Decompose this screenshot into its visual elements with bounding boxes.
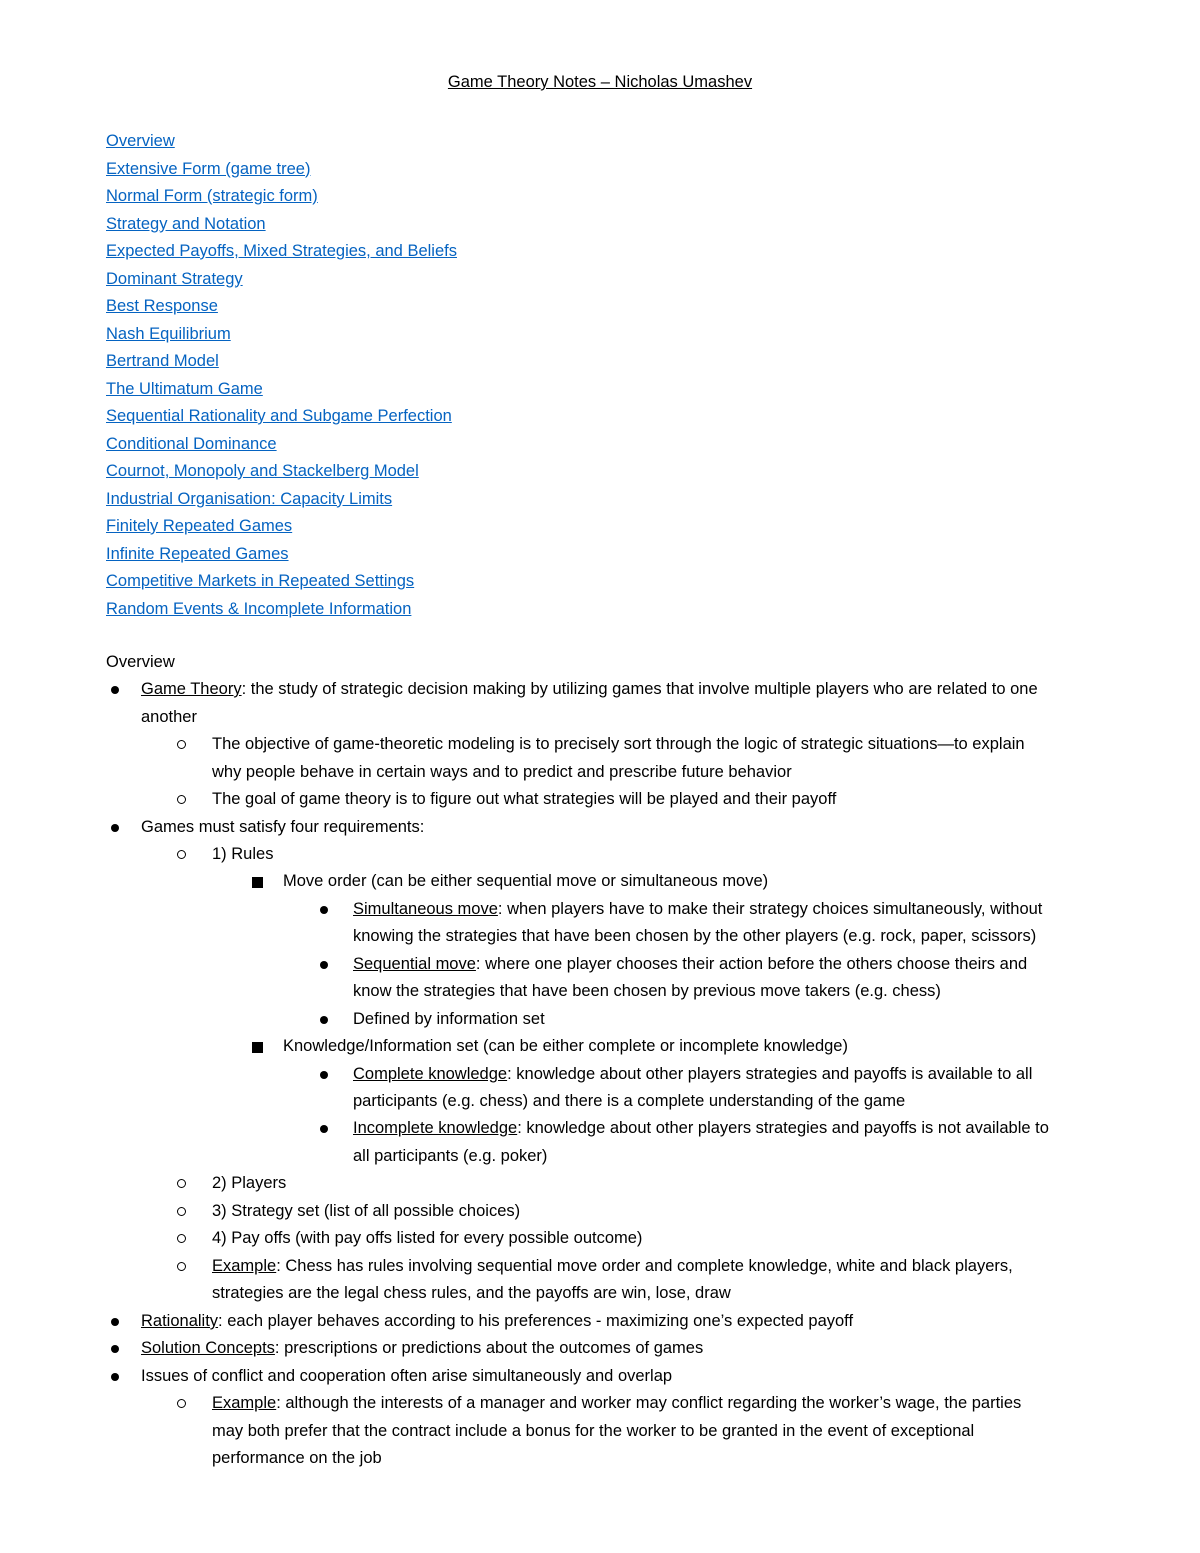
term-simultaneous-move: Simultaneous move bbox=[353, 900, 498, 918]
list-item-continuation: another bbox=[141, 708, 197, 726]
list-item bbox=[353, 896, 1153, 924]
bullet-dot-icon bbox=[320, 906, 328, 914]
toc-link-nash-equilibrium[interactable]: Nash Equilibrium bbox=[106, 324, 231, 343]
definition-text: : although the interests of a manager and worker may conflict regarding the worker’s wage, the parties bbox=[276, 1394, 1022, 1412]
list-item: Games must satisfy four requirements: bbox=[141, 818, 425, 836]
list-item-continuation: participants (e.g. chess) and there is a complete understanding of the game bbox=[353, 1092, 906, 1110]
toc-link-infinite-repeated[interactable]: Infinite Repeated Games bbox=[106, 544, 289, 563]
toc-item bbox=[106, 431, 457, 459]
list-item: 1) Rules bbox=[212, 845, 274, 863]
definition-text: : prescriptions or predictions about the outcomes of games bbox=[274, 1339, 704, 1357]
list-item: Knowledge/Information set (can be either complete or incomplete knowledge) bbox=[283, 1037, 848, 1055]
toc-link-ultimatum-game[interactable]: The Ultimatum Game bbox=[106, 379, 263, 398]
list-item-continuation: may both prefer that the contract include a bonus for the worker to be granted in the event of exceptional bbox=[212, 1422, 975, 1440]
bullet-dot-icon bbox=[320, 961, 328, 969]
definition-text: : where one player chooses their action before the others choose theirs and bbox=[475, 955, 1028, 973]
toc-link-competitive-markets[interactable]: Competitive Markets in Repeated Settings bbox=[106, 572, 415, 590]
toc-item bbox=[106, 541, 457, 569]
toc-item bbox=[106, 211, 457, 239]
bullet-dot-icon bbox=[111, 1373, 119, 1381]
toc-item bbox=[106, 568, 457, 596]
bullet-circle-icon bbox=[177, 1179, 186, 1188]
list-item bbox=[212, 1253, 1132, 1281]
toc-item bbox=[106, 293, 457, 321]
toc-link-industrial-organisation[interactable]: Industrial Organisation: Capacity Limits bbox=[106, 489, 393, 508]
section-heading-overview: Overview bbox=[106, 653, 175, 671]
list-item: The objective of game-theoretic modeling is to precisely sort through the logic of strategic situations—to explain bbox=[212, 735, 1025, 753]
list-item: Defined by information set bbox=[353, 1010, 545, 1028]
term-example: Example bbox=[212, 1394, 277, 1412]
toc-item bbox=[106, 486, 457, 514]
list-item-continuation: why people behave in certain ways and to predict and prescribe future behavior bbox=[212, 763, 792, 781]
bullet-dot-icon bbox=[111, 1318, 119, 1326]
list-item-continuation: all participants (e.g. poker) bbox=[353, 1147, 548, 1165]
bullet-dot-icon bbox=[111, 686, 119, 694]
bullet-dot-icon bbox=[111, 824, 119, 832]
toc-item bbox=[106, 321, 457, 349]
definition-text: : knowledge about other players strategies and payoffs is not available to bbox=[517, 1119, 1049, 1137]
bullet-dot-icon bbox=[320, 1016, 328, 1024]
definition-text: : when players have to make their strategy choices simultaneously, without bbox=[497, 900, 1043, 918]
bullet-circle-icon bbox=[177, 1399, 186, 1408]
toc-link-strategy-notation[interactable]: Strategy and Notation bbox=[106, 214, 266, 233]
term-solution-concepts: Solution Concepts bbox=[141, 1339, 275, 1357]
bullet-square-icon bbox=[252, 1042, 263, 1053]
list-item-continuation: knowing the strategies that have been chosen by the other players (e.g. rock, paper, scissors) bbox=[353, 927, 1037, 945]
bullet-dot-icon bbox=[320, 1125, 328, 1133]
list-item-continuation: know the strategies that have been chosen by previous move takers (e.g. chess) bbox=[353, 982, 941, 1000]
toc-link-conditional-dominance[interactable]: Conditional Dominance bbox=[106, 434, 277, 453]
list-item: 3) Strategy set (list of all possible choices) bbox=[212, 1202, 521, 1220]
toc-item bbox=[106, 348, 457, 376]
toc-item bbox=[106, 238, 457, 266]
table-of-contents bbox=[106, 128, 457, 623]
term-example: Example bbox=[212, 1257, 277, 1275]
toc-link-dominant-strategy[interactable]: Dominant Strategy bbox=[106, 269, 243, 288]
term-incomplete-knowledge: Incomplete knowledge bbox=[353, 1119, 518, 1137]
toc-item bbox=[106, 183, 457, 211]
term-sequential-move: Sequential move bbox=[353, 955, 476, 973]
toc-link-sequential-rationality[interactable]: Sequential Rationality and Subgame Perfection bbox=[106, 407, 452, 425]
bullet-circle-icon bbox=[177, 1207, 186, 1216]
list-item bbox=[353, 1061, 1153, 1089]
list-item bbox=[141, 1308, 1141, 1336]
bullet-dot-icon bbox=[320, 1071, 328, 1079]
definition-text: : each player behaves according to his preferences - maximizing one’s expected payoff bbox=[218, 1312, 854, 1330]
toc-item bbox=[106, 128, 457, 156]
term-rationality: Rationality bbox=[141, 1312, 219, 1330]
toc-item bbox=[106, 596, 457, 624]
toc-link-overview[interactable]: Overview bbox=[106, 132, 175, 150]
definition-text: : knowledge about other players strategies and payoffs is available to all bbox=[507, 1065, 1033, 1083]
list-item-continuation: performance on the job bbox=[212, 1449, 382, 1467]
list-item: 4) Pay offs (with pay offs listed for every possible outcome) bbox=[212, 1229, 643, 1247]
list-item bbox=[212, 1390, 1132, 1418]
term-complete-knowledge: Complete knowledge bbox=[353, 1065, 508, 1083]
toc-link-bertrand-model[interactable]: Bertrand Model bbox=[106, 352, 219, 370]
toc-link-expected-payoffs[interactable]: Expected Payoffs, Mixed Strategies, and Beliefs bbox=[106, 242, 457, 260]
bullet-circle-icon bbox=[177, 740, 186, 749]
toc-item bbox=[106, 266, 457, 294]
bullet-dot-icon bbox=[111, 1345, 119, 1353]
definition-text: : Chess has rules involving sequential move order and complete knowledge, white and black players, bbox=[276, 1257, 1013, 1275]
toc-link-cournot-model[interactable]: Cournot, Monopoly and Stackelberg Model bbox=[106, 462, 419, 480]
toc-item bbox=[106, 376, 457, 404]
list-item: 2) Players bbox=[212, 1174, 287, 1192]
toc-link-random-events[interactable]: Random Events & Incomplete Information bbox=[106, 599, 412, 618]
list-item bbox=[141, 1335, 1141, 1363]
list-item bbox=[353, 951, 1153, 979]
bullet-circle-icon bbox=[177, 795, 186, 804]
toc-item bbox=[106, 156, 457, 184]
toc-item bbox=[106, 513, 457, 541]
list-item: Issues of conflict and cooperation often arise simultaneously and overlap bbox=[141, 1367, 673, 1385]
list-item-continuation: strategies are the legal chess rules, and the payoffs are win, lose, draw bbox=[212, 1284, 731, 1302]
list-item: Move order (can be either sequential move or simultaneous move) bbox=[283, 872, 769, 890]
list-item bbox=[141, 676, 1141, 704]
bullet-circle-icon bbox=[177, 850, 186, 859]
list-item bbox=[353, 1115, 1153, 1143]
toc-item bbox=[106, 458, 457, 486]
term-game-theory: Game Theory bbox=[141, 680, 242, 698]
toc-link-best-response[interactable]: Best Response bbox=[106, 297, 218, 315]
bullet-circle-icon bbox=[177, 1234, 186, 1243]
toc-link-extensive-form[interactable]: Extensive Form (game tree) bbox=[106, 159, 311, 178]
document-title: Game Theory Notes – Nicholas Umashev bbox=[447, 73, 753, 91]
bullet-circle-icon bbox=[177, 1262, 186, 1271]
bullet-square-icon bbox=[252, 877, 263, 888]
toc-link-normal-form[interactable]: Normal Form (strategic form) bbox=[106, 187, 318, 205]
toc-item bbox=[106, 403, 457, 431]
definition-text: : the study of strategic decision making by utilizing games that involve multiple players who are related to one bbox=[241, 680, 1038, 698]
list-item: The goal of game theory is to figure out what strategies will be played and their payoff bbox=[212, 790, 837, 808]
toc-link-finitely-repeated[interactable]: Finitely Repeated Games bbox=[106, 517, 293, 535]
